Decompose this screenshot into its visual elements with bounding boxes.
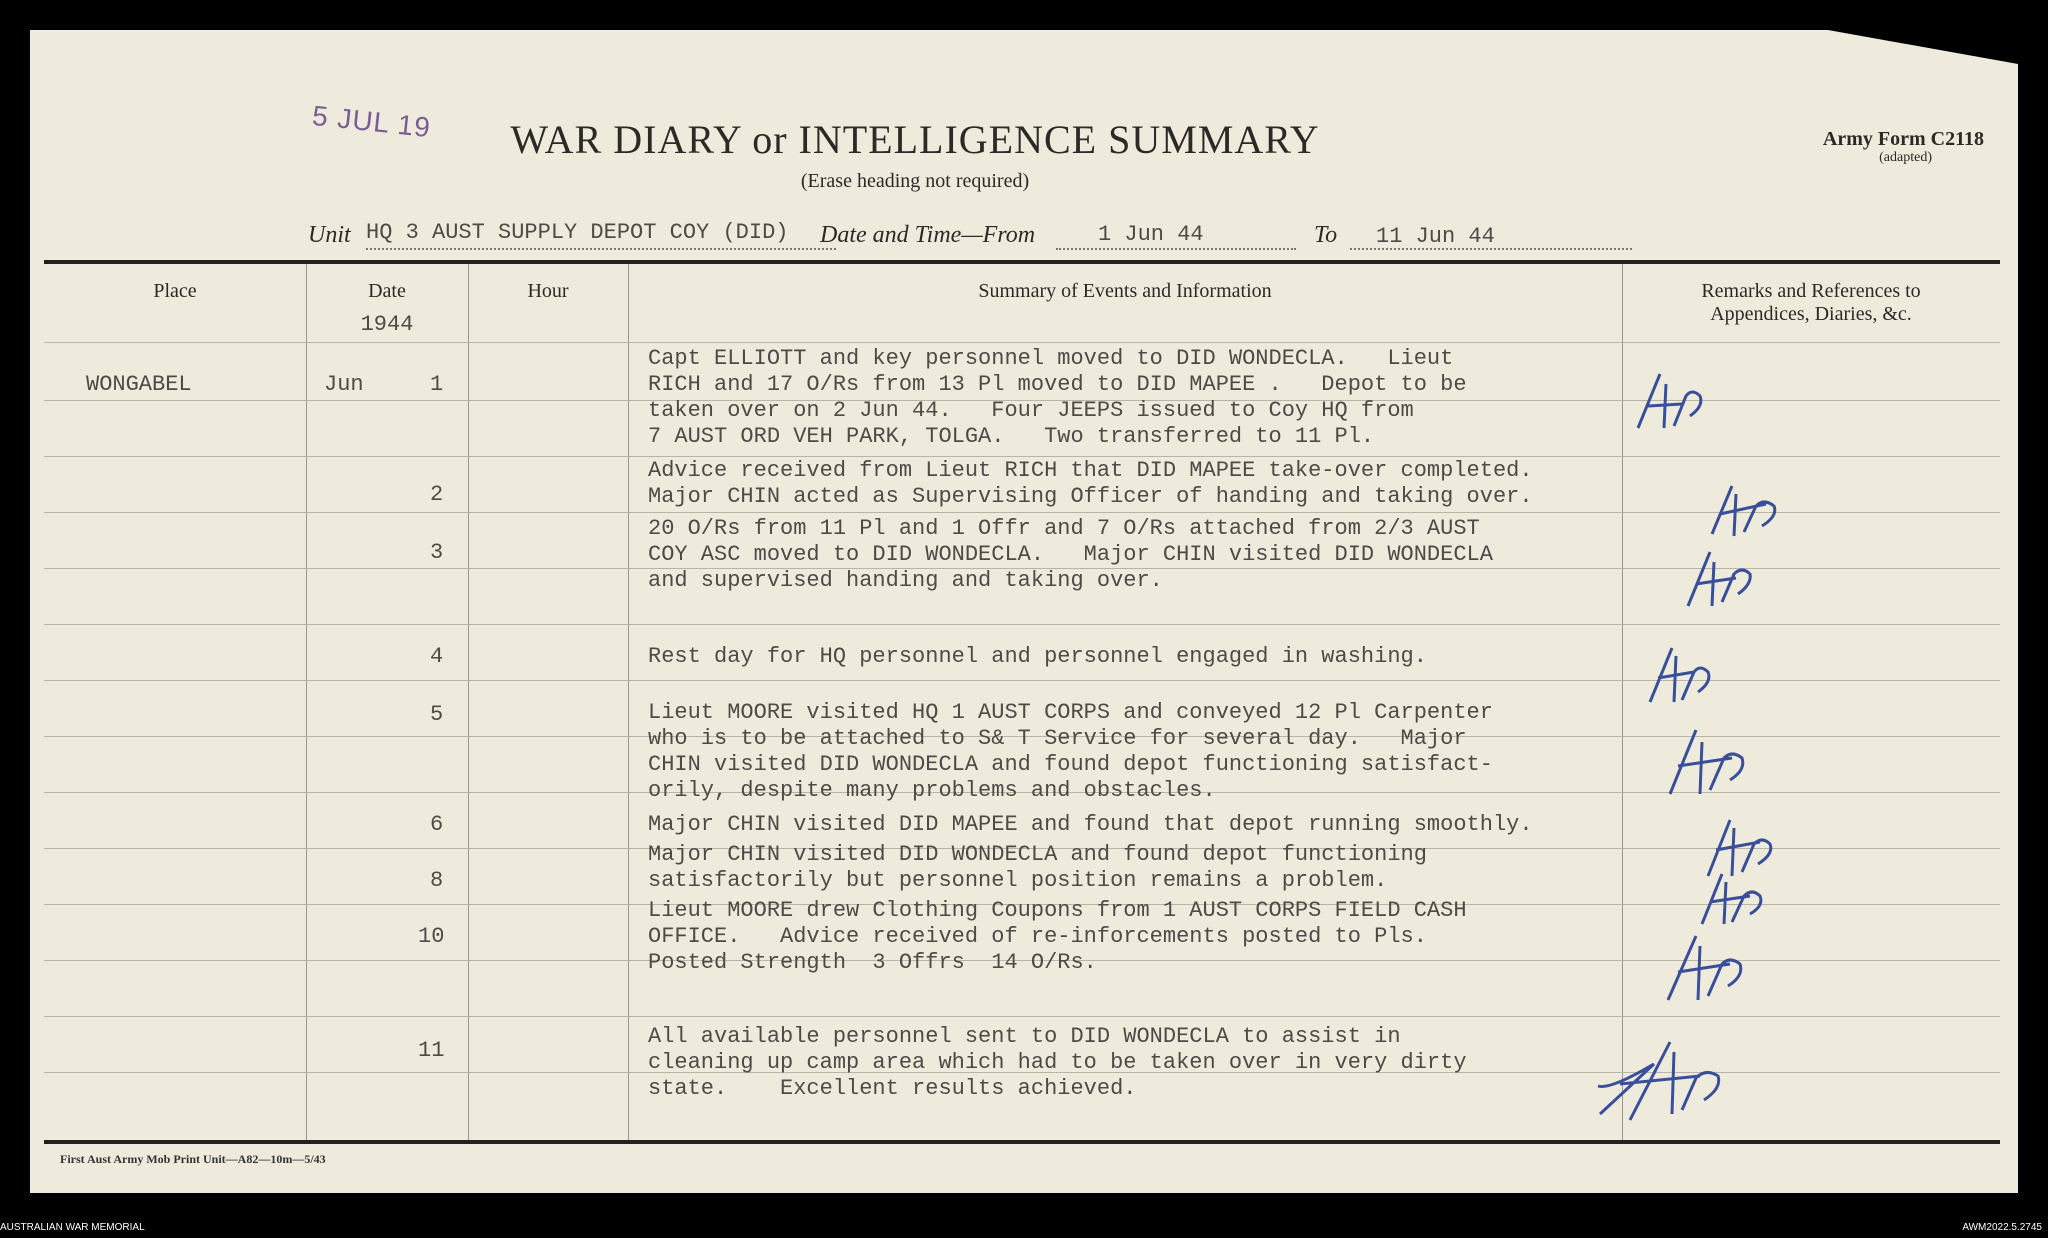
handwritten-initials xyxy=(1680,544,1770,614)
unit-value: HQ 3 AUST SUPPLY DEPOT COY (DID) xyxy=(366,220,789,245)
entry-day: 3 xyxy=(430,540,444,565)
entry-summary: All available personnel sent to DID WONDECLA to assist in cleaning up camp area which had to be taken over in very dirty state. Excellent results achieved. xyxy=(648,1024,1467,1101)
entry-day: 10 xyxy=(418,924,445,949)
to-value: 11 Jun 44 xyxy=(1376,224,1495,249)
table-top-rule xyxy=(44,260,2000,264)
entry-day: 6 xyxy=(430,812,444,837)
archive-label: AUSTRALIAN WAR MEMORIAL xyxy=(0,1222,145,1233)
column-divider xyxy=(628,264,629,1140)
handwritten-initials xyxy=(1590,1030,1760,1130)
entry-day: 5 xyxy=(430,702,444,727)
ruled-line xyxy=(44,342,2000,343)
to-label: To xyxy=(1314,222,1338,248)
column-header-date: Date xyxy=(368,280,406,302)
unit-dotline xyxy=(366,248,836,250)
column-divider xyxy=(468,264,469,1140)
entry-summary: Major CHIN visited DID WONDECLA and found depot functioning satisfactorily but personnel position remains a problem. xyxy=(648,842,1427,893)
handwritten-initials xyxy=(1630,366,1720,436)
form-subtitle: (adapted) xyxy=(1879,150,1932,165)
entry-summary: Capt ELLIOTT and key personnel moved to DID WONDECLA. Lieut RICH and 17 O/Rs from 13 Pl moved to DID MAPEE . Depot to be taken over on 2 Jun 44. Four JEEPS issued to Coy HQ from 7 AUST ORD VEH PARK, TOLGA. Two transferred to 11 Pl. xyxy=(648,346,1467,449)
entry-day: 4 xyxy=(430,644,444,669)
ruled-line xyxy=(44,456,2000,457)
column-header-year: 1944 xyxy=(360,312,414,337)
column-header-hour: Hour xyxy=(527,280,569,302)
handwritten-initials xyxy=(1660,928,1760,1008)
form-number: Army Form C2118 xyxy=(1822,128,1984,150)
torn-corner xyxy=(1828,30,2018,64)
remarks-header-line2: Appendices, Diaries, &c. xyxy=(1710,303,1912,325)
entry-day: 11 xyxy=(418,1038,445,1063)
entry-day: 2 xyxy=(430,482,444,507)
entry-summary: Advice received from Lieut RICH that DID MAPEE take-over completed. Major CHIN acted as Supervising Officer of handing and taking over. xyxy=(648,458,1533,509)
entry-place: WONGABEL xyxy=(86,372,192,397)
date-stamp: 5 JUL 19 xyxy=(310,99,433,144)
remarks-header-line1: Remarks and References to xyxy=(1701,280,1921,302)
entry-summary: Rest day for HQ personnel and personnel engaged in washing. xyxy=(648,644,1427,669)
entry-summary: Lieut MOORE visited HQ 1 AUST CORPS and conveyed 12 Pl Carpenter who is to be attached to S& T Service for several day. Major CHIN visited DID WONDECLA and found depot functioning satisfact- orily, despite many problems and obstacles. xyxy=(648,700,1493,803)
handwritten-initials xyxy=(1662,722,1772,802)
ruled-line xyxy=(44,624,2000,625)
page-title: WAR DIARY or INTELLIGENCE SUMMARY xyxy=(510,117,1320,162)
column-header-remarks xyxy=(1622,280,2000,326)
entry-summary: Lieut MOORE drew Clothing Coupons from 1 AUST CORPS FIELD CASH OFFICE. Advice received of re-inforcements posted to Pls. Posted Strength 3 Offrs 14 O/Rs. xyxy=(648,898,1467,975)
table-bottom-rule xyxy=(44,1140,2000,1144)
print-unit-footer: First Aust Army Mob Print Unit—A82—10m—5/43 xyxy=(60,1152,326,1166)
entry-summary: Major CHIN visited DID MAPEE and found that depot running smoothly. xyxy=(648,812,1533,837)
unit-label: Unit xyxy=(308,222,351,248)
column-divider xyxy=(306,264,307,1140)
archive-reference: AWM2022.5.2745 xyxy=(1962,1222,2042,1233)
from-value: 1 Jun 44 xyxy=(1098,222,1204,247)
handwritten-initials xyxy=(1644,642,1724,708)
column-header-summary: Summary of Events and Information xyxy=(978,280,1272,302)
handwritten-initials xyxy=(1704,480,1804,540)
from-dotline xyxy=(1056,248,1296,250)
column-divider xyxy=(1622,264,1623,1140)
date-time-label: Date and Time—From xyxy=(820,222,1036,248)
entry-month: Jun xyxy=(324,372,364,397)
to-dotline xyxy=(1350,248,1632,250)
entry-day: 8 xyxy=(430,868,444,893)
handwritten-initials xyxy=(1694,868,1774,930)
ruled-line xyxy=(44,1016,2000,1017)
war-diary-page xyxy=(30,30,2018,1193)
column-header-place: Place xyxy=(153,280,197,302)
entry-summary: 20 O/Rs from 11 Pl and 1 Offr and 7 O/Rs attached from 2/3 AUST COY ASC moved to DID WONDECLA. Major CHIN visited DID WONDECLA and supervised handing and taking over. xyxy=(648,516,1493,593)
entry-day: 1 xyxy=(430,372,444,397)
page-subtitle: (Erase heading not required) xyxy=(800,170,1030,192)
